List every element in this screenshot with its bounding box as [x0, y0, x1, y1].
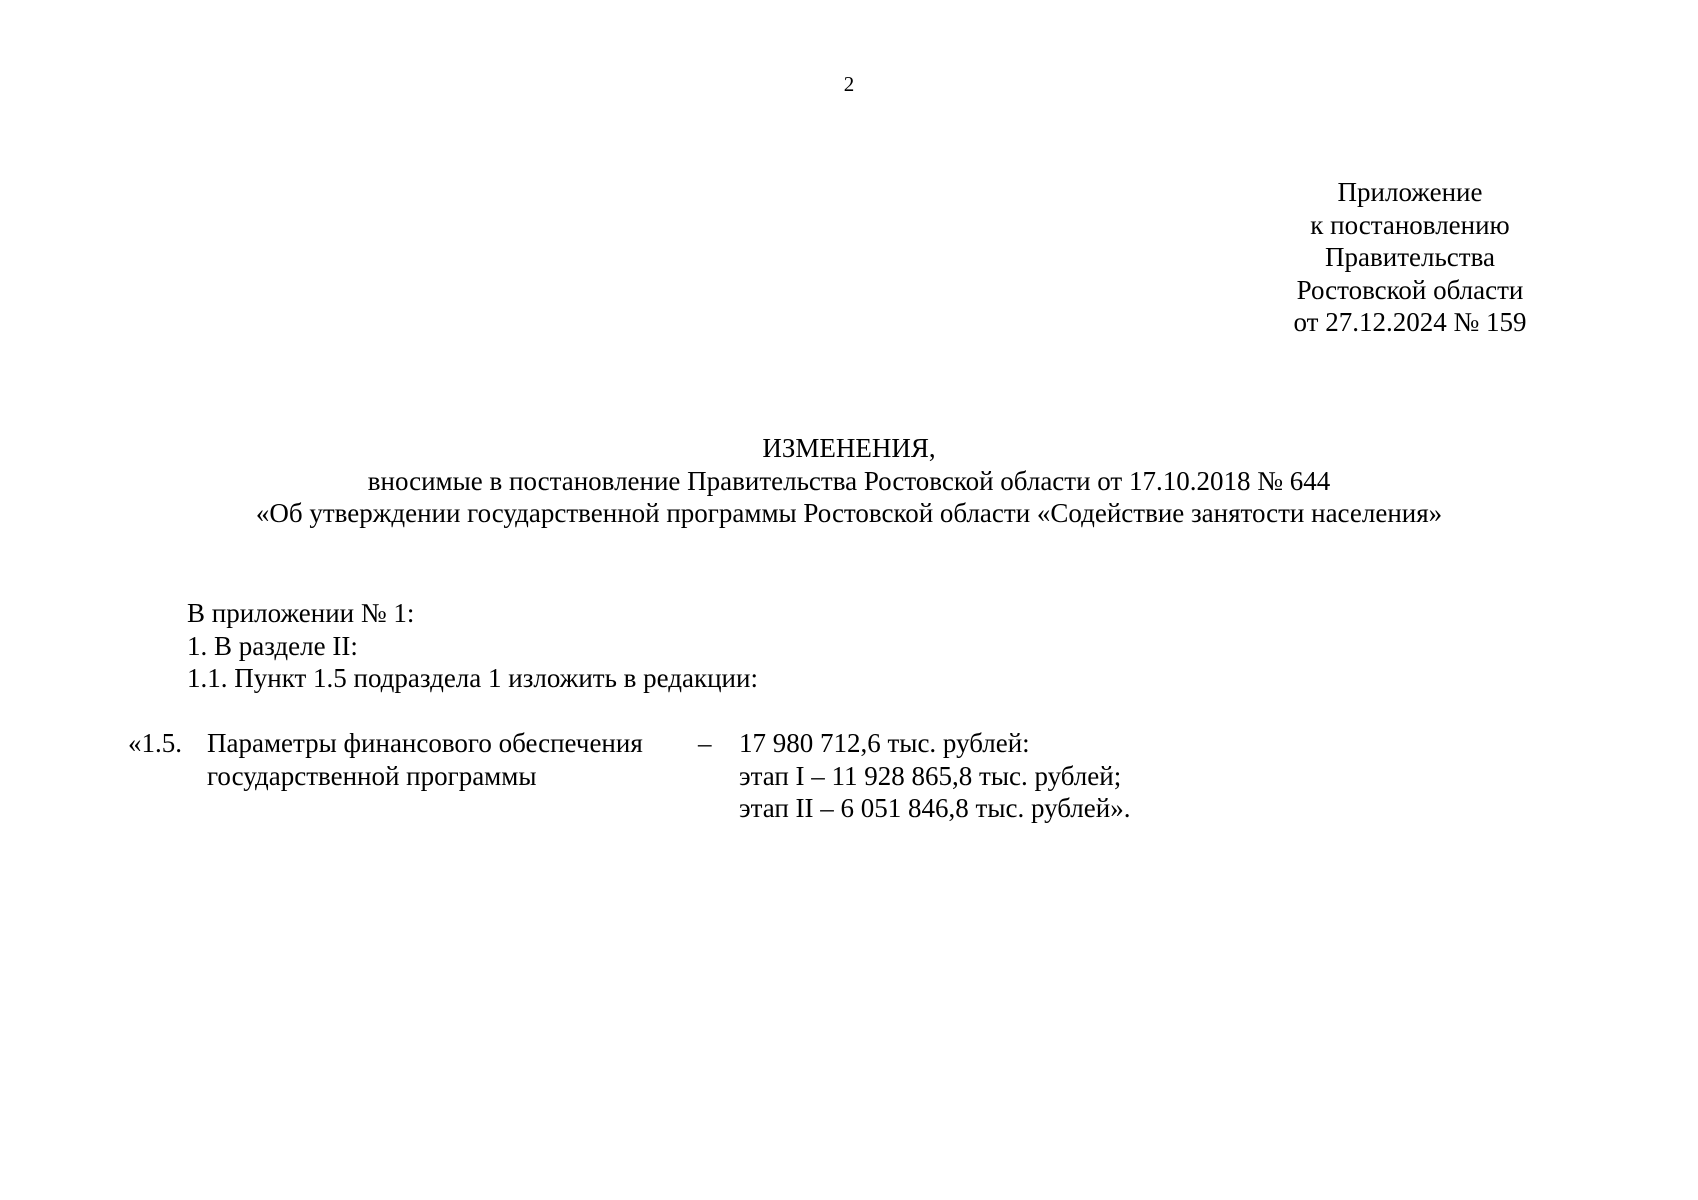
- clause-label-line: государственной программы: [207, 760, 537, 791]
- clause-label: [207, 727, 677, 792]
- clause-1-5: [0, 727, 1698, 827]
- page-number: 2: [843, 72, 855, 96]
- clause-value-stage-2: этап II – 6 051 846,8 тыс. рублей».: [739, 793, 1131, 823]
- clause-dash: –: [698, 728, 712, 758]
- body-text: [187, 597, 758, 695]
- title-subheading: вносимые в постановление Правительства Ростовской области от 17.10.2018 № 644: [367, 465, 1331, 496]
- clause-values: [739, 727, 1299, 825]
- appendix-line-government: Правительства: [1325, 242, 1495, 272]
- clause-label-line: Параметры финансового обеспечения: [207, 728, 643, 758]
- clause-number: «1.5.: [128, 728, 182, 758]
- appendix-line-region: Ростовской области: [1296, 274, 1524, 305]
- body-line-item: 1.1. Пункт 1.5 подраздела 1 изложить в редакции:: [187, 663, 758, 693]
- appendix-line-date-number: от 27.12.2024 № 159: [1293, 307, 1527, 337]
- body-line-section: 1. В разделе II:: [187, 630, 358, 661]
- title-program-name: «Об утверждении государственной программы Ростовской области «Содействие занятости населения»: [255, 498, 1443, 528]
- document-title: [0, 432, 1698, 530]
- title-heading: ИЗМЕНЕНИЯ,: [762, 433, 936, 463]
- body-line-appendix: В приложении № 1:: [187, 598, 415, 628]
- appendix-header: [1250, 176, 1570, 339]
- appendix-line-resolution: к постановлению: [1310, 209, 1510, 240]
- appendix-title: Приложение: [1337, 177, 1483, 207]
- clause-value-stage-1: этап I – 11 928 865,8 тыс. рублей;: [739, 760, 1122, 791]
- clause-value-total: 17 980 712,6 тыс. рублей:: [739, 728, 1030, 758]
